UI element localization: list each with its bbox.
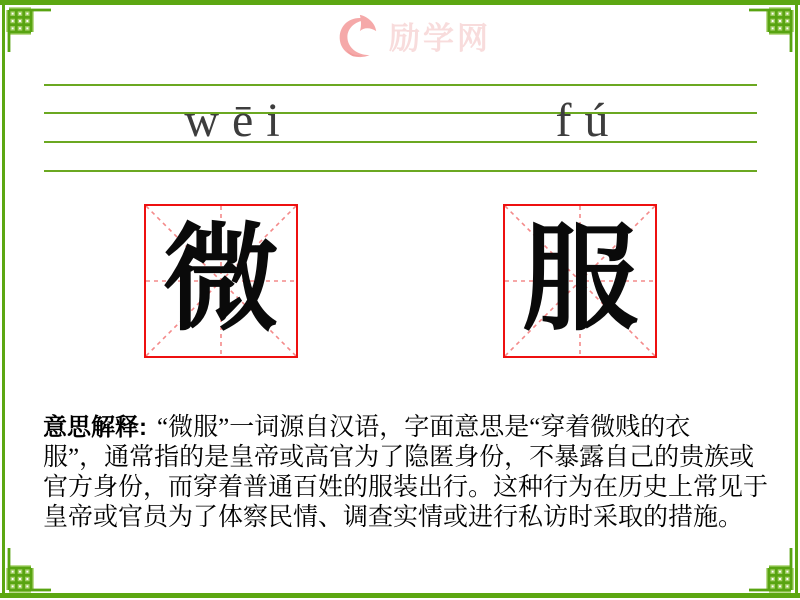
corner-ornament-bottom-left-icon (3, 546, 53, 596)
character-box-wei (144, 204, 298, 358)
definition-line-2: 服”，通常指的是皇帝或高官为了隐匿身份，不暴露自己的贵族或 (43, 444, 755, 471)
watermark-logo (333, 11, 491, 59)
corner-ornament-bottom-right-icon (747, 546, 797, 596)
hanzi-wei: 微 (163, 217, 279, 345)
frame-bottom-bar (0, 593, 800, 598)
pinyin-wei: wēi (184, 94, 293, 147)
pinyin-rule-line-4 (44, 170, 757, 172)
pinyin-fu: fú (555, 94, 622, 147)
frame-left-line (2, 5, 5, 593)
definition-line-1-text: “微服”一词源自汉语，字面意思是“穿着微贱的衣 (157, 414, 691, 441)
definition-paragraph (43, 413, 769, 533)
frame-right-line (795, 5, 798, 593)
pinyin-rule-line-1 (44, 84, 757, 86)
definition-line-3: 官方身份，而穿着普通百姓的服装出行。这种行为在历史上常见于 (43, 474, 769, 501)
swoosh-logo-icon (333, 11, 381, 59)
corner-ornament-top-left-icon (3, 4, 53, 54)
frame-top-bar (0, 0, 800, 5)
pinyin-rule-line-2 (44, 112, 757, 114)
definition-line-4: 皇帝或官员为了体察民情、调查实情或进行私访时采取的措施。 (43, 504, 744, 531)
corner-ornament-top-right-icon (747, 4, 797, 54)
pinyin-rule-line-3 (44, 141, 757, 143)
brand-text: 励学网 (389, 20, 491, 56)
definition-label: 意思解释: (43, 414, 147, 441)
definition-line-1 (43, 413, 765, 443)
character-box-fu (503, 204, 657, 358)
hanzi-fu: 服 (522, 217, 638, 345)
